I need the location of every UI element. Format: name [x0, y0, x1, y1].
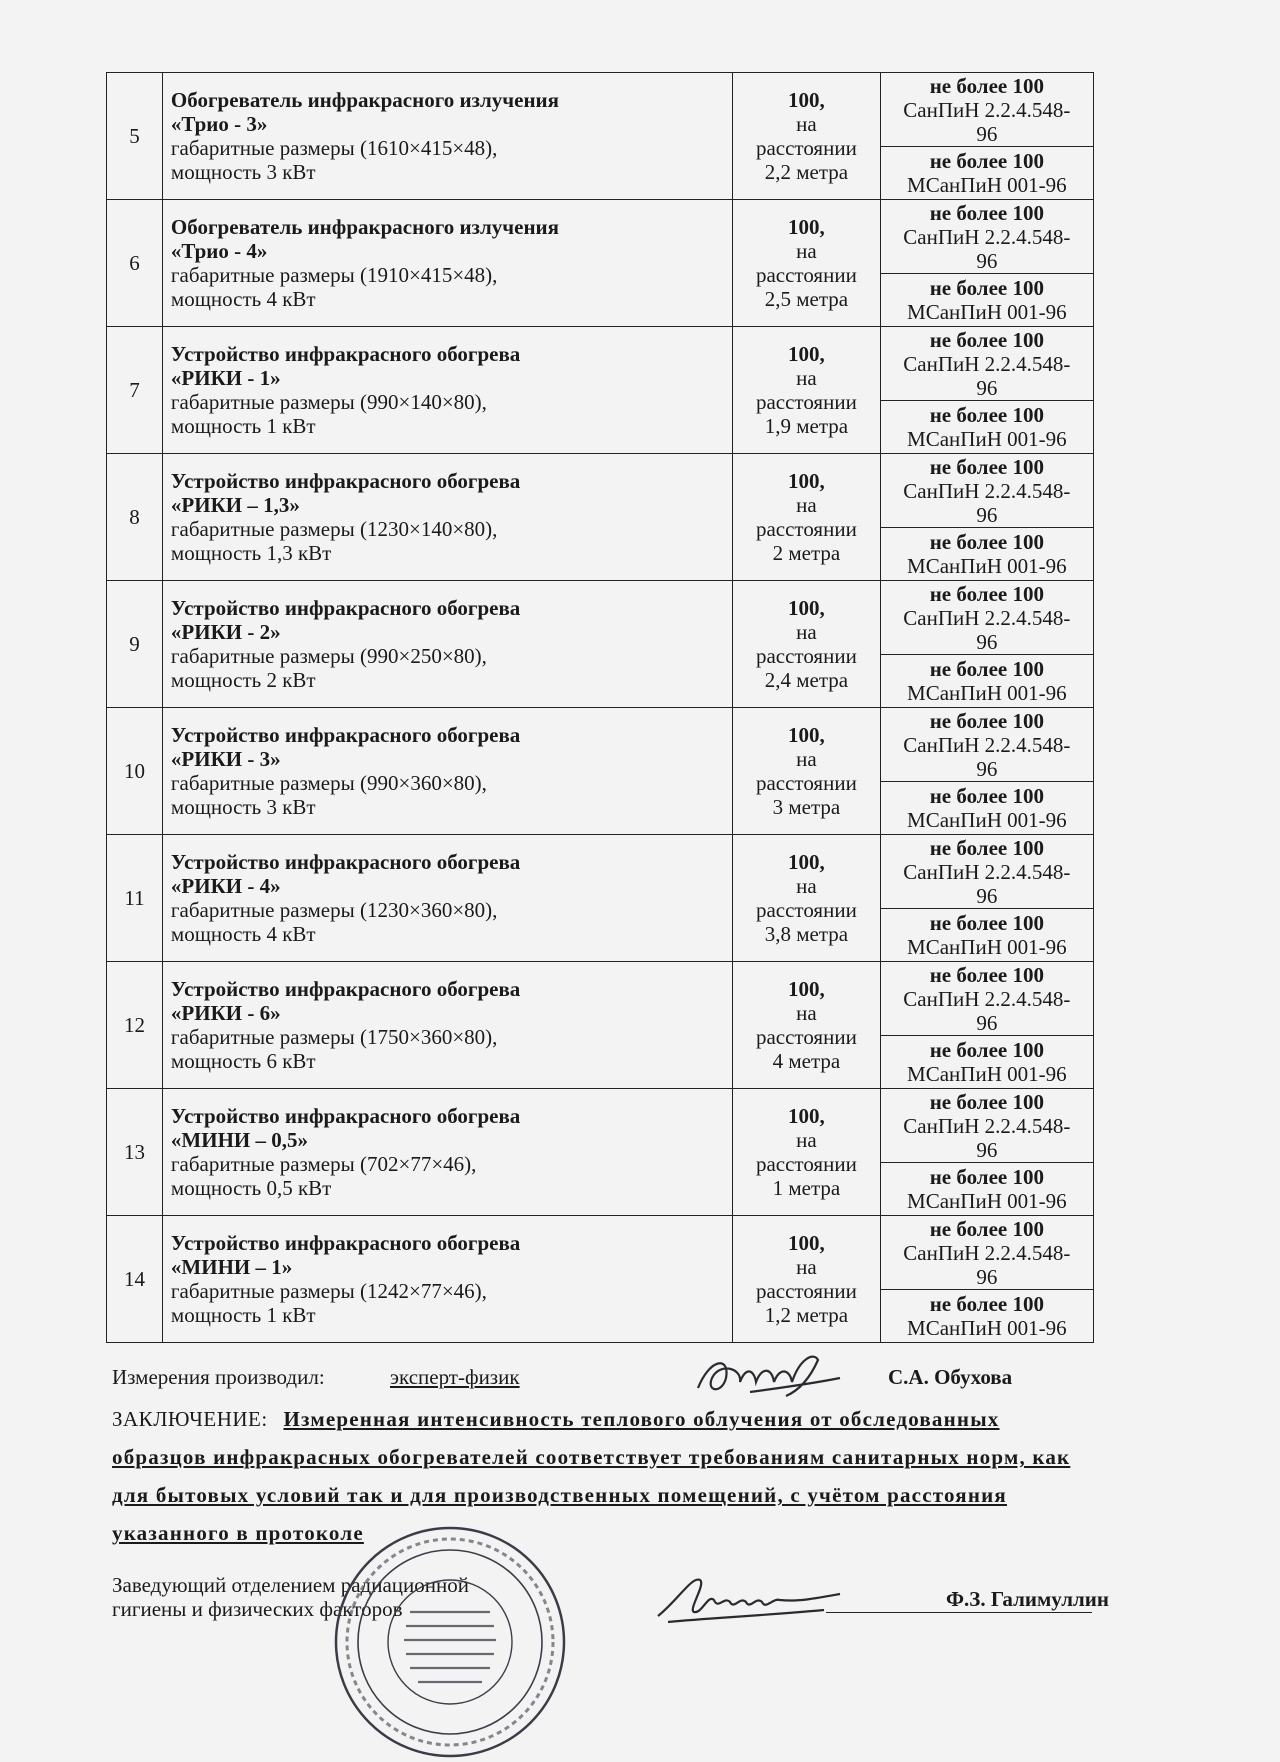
norm-sanpin: [880, 581, 1093, 655]
norm-doc-year: 96: [976, 1010, 998, 1035]
row-number: 7: [107, 327, 163, 454]
device-model: «РИКИ - 3»: [170, 747, 281, 771]
measured-value: [733, 581, 881, 708]
value-number: 100,: [788, 1104, 825, 1128]
device-model: «РИКИ - 6»: [170, 1001, 281, 1025]
norm-msanpin: [880, 909, 1093, 962]
device-model: «МИНИ – 0,5»: [170, 1128, 308, 1152]
device-model: «Трио - 3»: [170, 112, 268, 136]
norm-limit: не более 100: [929, 1089, 1044, 1114]
row-number: 9: [107, 581, 163, 708]
norm-limit: не более 100: [929, 835, 1044, 860]
value-distance: 2,4 метра: [764, 668, 849, 692]
norm-doc: МСанПиН 001-96: [907, 1316, 1067, 1340]
head-signature-line: [826, 1612, 1092, 1613]
device-type: Устройство инфракрасного обогрева: [170, 977, 521, 1001]
norm-doc: МСанПиН 001-96: [907, 808, 1067, 832]
device-dimensions: габаритные размеры (1910×415×48),: [170, 263, 498, 287]
table-row: [107, 1089, 1094, 1163]
norm-doc: МСанПиН 001-96: [907, 173, 1067, 197]
value-number: 100,: [788, 723, 825, 747]
value-distance-label: расстоянии: [755, 771, 857, 795]
table-body: [107, 73, 1094, 1343]
value-distance: 2,2 метра: [764, 160, 849, 184]
norm-limit: не более 100: [929, 73, 1044, 98]
norm-sanpin: [880, 1089, 1093, 1163]
value-at: на: [796, 1255, 817, 1279]
value-at: на: [796, 112, 817, 136]
norm-msanpin: [880, 1163, 1093, 1216]
device-type: Устройство инфракрасного обогрева: [170, 723, 521, 747]
norm-doc: СанПиН 2.2.4.548-: [903, 986, 1071, 1011]
norm-limit: не более 100: [929, 327, 1044, 352]
value-distance-label: расстоянии: [755, 1025, 857, 1049]
value-distance: 2,5 метра: [764, 287, 849, 311]
value-number: 100,: [788, 342, 825, 366]
norm-doc: СанПиН 2.2.4.548-: [903, 97, 1071, 122]
measured-name: С.А. Обухова: [888, 1365, 1013, 1389]
device-dimensions: габаритные размеры (990×140×80),: [170, 390, 487, 414]
norm-limit: не более 100: [929, 1038, 1044, 1062]
row-number: 13: [107, 1089, 163, 1216]
norm-limit: не более 100: [929, 403, 1044, 427]
device-description: [162, 1089, 732, 1216]
table-row: [107, 200, 1094, 274]
device-dimensions: габаритные размеры (1230×140×80),: [170, 517, 498, 541]
measured-value: [733, 200, 881, 327]
table-row: [107, 1216, 1094, 1290]
norm-limit: не более 100: [929, 530, 1044, 554]
norm-doc-year: 96: [976, 1264, 998, 1289]
device-power: мощность 4 кВт: [170, 922, 316, 946]
value-distance-label: расстоянии: [755, 136, 857, 160]
row-number: 11: [107, 835, 163, 962]
device-dimensions: габаритные размеры (1242×77×46),: [170, 1279, 487, 1303]
norm-msanpin: [880, 274, 1093, 327]
round-stamp: [330, 1522, 570, 1762]
device-dimensions: габаритные размеры (1750×360×80),: [170, 1025, 498, 1049]
device-model: «РИКИ - 1»: [170, 366, 281, 390]
value-at: на: [796, 620, 817, 644]
norm-doc-year: 96: [976, 121, 998, 146]
value-at: на: [796, 1001, 817, 1025]
device-power: мощность 3 кВт: [170, 160, 316, 184]
norm-sanpin: [880, 708, 1093, 782]
value-number: 100,: [788, 1231, 825, 1255]
value-at: на: [796, 747, 817, 771]
norm-doc-year: 96: [976, 883, 998, 908]
norm-msanpin: [880, 655, 1093, 708]
norm-doc: МСанПиН 001-96: [907, 935, 1067, 959]
value-distance: 1 метра: [772, 1176, 841, 1200]
device-description: [162, 708, 732, 835]
measured-label: Измерения производил:: [112, 1365, 325, 1389]
device-model: «МИНИ – 1»: [170, 1255, 293, 1279]
norm-doc-year: 96: [976, 629, 998, 654]
device-dimensions: габаритные размеры (1230×360×80),: [170, 898, 498, 922]
norm-doc: СанПиН 2.2.4.548-: [903, 1240, 1071, 1265]
norm-limit: не более 100: [929, 1292, 1044, 1316]
norm-doc: МСанПиН 001-96: [907, 1189, 1067, 1213]
value-number: 100,: [788, 469, 825, 493]
norm-sanpin: [880, 962, 1093, 1036]
norm-doc: СанПиН 2.2.4.548-: [903, 1113, 1071, 1138]
device-dimensions: габаритные размеры (702×77×46),: [170, 1152, 477, 1176]
measured-value: [733, 454, 881, 581]
device-description: [162, 581, 732, 708]
norm-limit: не более 100: [929, 200, 1044, 225]
norm-sanpin: [880, 835, 1093, 909]
norm-limit: не более 100: [929, 1216, 1044, 1241]
conclusion-label: ЗАКЛЮЧЕНИЕ:: [112, 1407, 268, 1431]
table-row: [107, 962, 1094, 1036]
device-description: [162, 200, 732, 327]
signature-image-2: [648, 1570, 848, 1630]
row-number: 8: [107, 454, 163, 581]
norm-msanpin: [880, 782, 1093, 835]
device-type: Устройство инфракрасного обогрева: [170, 342, 521, 366]
head-name: Ф.З. Галимуллин: [946, 1587, 1109, 1611]
norm-msanpin: [880, 1290, 1093, 1343]
value-distance: 4 метра: [772, 1049, 841, 1073]
value-distance-label: расстоянии: [755, 263, 857, 287]
norm-doc: МСанПиН 001-96: [907, 554, 1067, 578]
device-model: «Трио - 4»: [170, 239, 268, 263]
value-at: на: [796, 1128, 817, 1152]
device-dimensions: габаритные размеры (1610×415×48),: [170, 136, 498, 160]
device-type: Устройство инфракрасного обогрева: [170, 1231, 521, 1255]
norm-doc-year: 96: [976, 502, 998, 527]
device-description: [162, 327, 732, 454]
norm-limit: не более 100: [929, 454, 1044, 479]
measured-value: [733, 962, 881, 1089]
norm-sanpin: [880, 73, 1093, 147]
table-row: [107, 581, 1094, 655]
head-title-line1: Заведующий отделением радиационной: [112, 1573, 469, 1597]
device-power: мощность 2 кВт: [170, 668, 316, 692]
device-description: [162, 962, 732, 1089]
value-at: на: [796, 874, 817, 898]
measured-role: эксперт-физик: [390, 1365, 520, 1389]
row-number: 5: [107, 73, 163, 200]
row-number: 6: [107, 200, 163, 327]
norm-doc: МСанПиН 001-96: [907, 1062, 1067, 1086]
device-type: Устройство инфракрасного обогрева: [170, 1104, 521, 1128]
norm-doc: СанПиН 2.2.4.548-: [903, 478, 1071, 503]
norm-msanpin: [880, 147, 1093, 200]
measured-value: [733, 73, 881, 200]
value-distance-label: расстоянии: [755, 517, 857, 541]
value-distance: 2 метра: [772, 541, 841, 565]
value-distance-label: расстоянии: [755, 898, 857, 922]
norm-sanpin: [880, 454, 1093, 528]
value-distance: 3,8 метра: [764, 922, 849, 946]
norm-limit: не более 100: [929, 581, 1044, 606]
norm-doc: МСанПиН 001-96: [907, 427, 1067, 451]
table-row: [107, 835, 1094, 909]
value-at: на: [796, 366, 817, 390]
device-power: мощность 0,5 кВт: [170, 1176, 332, 1200]
conclusion-text: Измеренная интенсивность теплового облучения от обследованных образцов инфракрасных обогревателей соответствует требованиям санитарных норм, как для бытовых условий так и для производственных помещений, с учётом расстояния указанного в протоколе: [112, 1407, 1071, 1545]
head-title-line2: гигиены и физических факторов: [112, 1597, 403, 1621]
table-row: [107, 708, 1094, 782]
row-number: 14: [107, 1216, 163, 1343]
row-number: 10: [107, 708, 163, 835]
norm-msanpin: [880, 1036, 1093, 1089]
device-power: мощность 3 кВт: [170, 795, 316, 819]
device-type: Устройство инфракрасного обогрева: [170, 850, 521, 874]
device-dimensions: габаритные размеры (990×360×80),: [170, 771, 487, 795]
norm-limit: не более 100: [929, 708, 1044, 733]
norm-limit: не более 100: [929, 149, 1044, 173]
device-power: мощность 1 кВт: [170, 414, 316, 438]
value-distance-label: расстоянии: [755, 1279, 857, 1303]
device-model: «РИКИ - 2»: [170, 620, 281, 644]
device-description: [162, 1216, 732, 1343]
norm-limit: не более 100: [929, 911, 1044, 935]
value-number: 100,: [788, 977, 825, 1001]
norm-limit: не более 100: [929, 1165, 1044, 1189]
norm-msanpin: [880, 401, 1093, 454]
norm-doc: СанПиН 2.2.4.548-: [903, 859, 1071, 884]
measured-value: [733, 835, 881, 962]
value-number: 100,: [788, 596, 825, 620]
norm-limit: не более 100: [929, 276, 1044, 300]
norm-limit: не более 100: [929, 784, 1044, 808]
device-dimensions: габаритные размеры (990×250×80),: [170, 644, 487, 668]
conclusion: [112, 1400, 1092, 1552]
device-power: мощность 4 кВт: [170, 287, 316, 311]
norm-msanpin: [880, 528, 1093, 581]
norm-doc: СанПиН 2.2.4.548-: [903, 732, 1071, 757]
value-number: 100,: [788, 850, 825, 874]
norm-limit: не более 100: [929, 962, 1044, 987]
device-type: Устройство инфракрасного обогрева: [170, 469, 521, 493]
norm-sanpin: [880, 1216, 1093, 1290]
norm-doc: МСанПиН 001-96: [907, 300, 1067, 324]
device-type: Обогреватель инфракрасного излучения: [170, 88, 560, 112]
row-number: 12: [107, 962, 163, 1089]
device-power: мощность 6 кВт: [170, 1049, 316, 1073]
norm-doc: СанПиН 2.2.4.548-: [903, 224, 1071, 249]
device-model: «РИКИ - 4»: [170, 874, 281, 898]
measured-value: [733, 327, 881, 454]
table-row: [107, 327, 1094, 401]
norm-doc: СанПиН 2.2.4.548-: [903, 351, 1071, 376]
value-distance-label: расстоянии: [755, 390, 857, 414]
device-power: мощность 1,3 кВт: [170, 541, 332, 565]
device-model: «РИКИ – 1,3»: [170, 493, 300, 517]
measured-value: [733, 1216, 881, 1343]
value-distance-label: расстоянии: [755, 1152, 857, 1176]
value-distance: 1,9 метра: [764, 414, 849, 438]
norm-doc-year: 96: [976, 248, 998, 273]
measured-by: [112, 1365, 1013, 1390]
norm-sanpin: [880, 200, 1093, 274]
device-type: Обогреватель инфракрасного излучения: [170, 215, 560, 239]
device-power: мощность 1 кВт: [170, 1303, 316, 1327]
norm-doc-year: 96: [976, 756, 998, 781]
value-distance: 3 метра: [772, 795, 841, 819]
value-number: 100,: [788, 215, 825, 239]
value-at: на: [796, 493, 817, 517]
norm-doc-year: 96: [976, 1137, 998, 1162]
norm-doc: МСанПиН 001-96: [907, 681, 1067, 705]
table-row: [107, 73, 1094, 147]
device-description: [162, 835, 732, 962]
value-number: 100,: [788, 88, 825, 112]
norm-limit: не более 100: [929, 657, 1044, 681]
value-distance-label: расстоянии: [755, 644, 857, 668]
measured-value: [733, 1089, 881, 1216]
signature-image-1: [690, 1348, 850, 1404]
norm-doc-year: 96: [976, 375, 998, 400]
device-type: Устройство инфракрасного обогрева: [170, 596, 521, 620]
table-row: [107, 454, 1094, 528]
value-distance: 1,2 метра: [764, 1303, 849, 1327]
value-at: на: [796, 239, 817, 263]
device-description: [162, 454, 732, 581]
norm-sanpin: [880, 327, 1093, 401]
measured-value: [733, 708, 881, 835]
norm-doc: СанПиН 2.2.4.548-: [903, 605, 1071, 630]
device-description: [162, 73, 732, 200]
protocol-table: [106, 72, 1094, 1343]
